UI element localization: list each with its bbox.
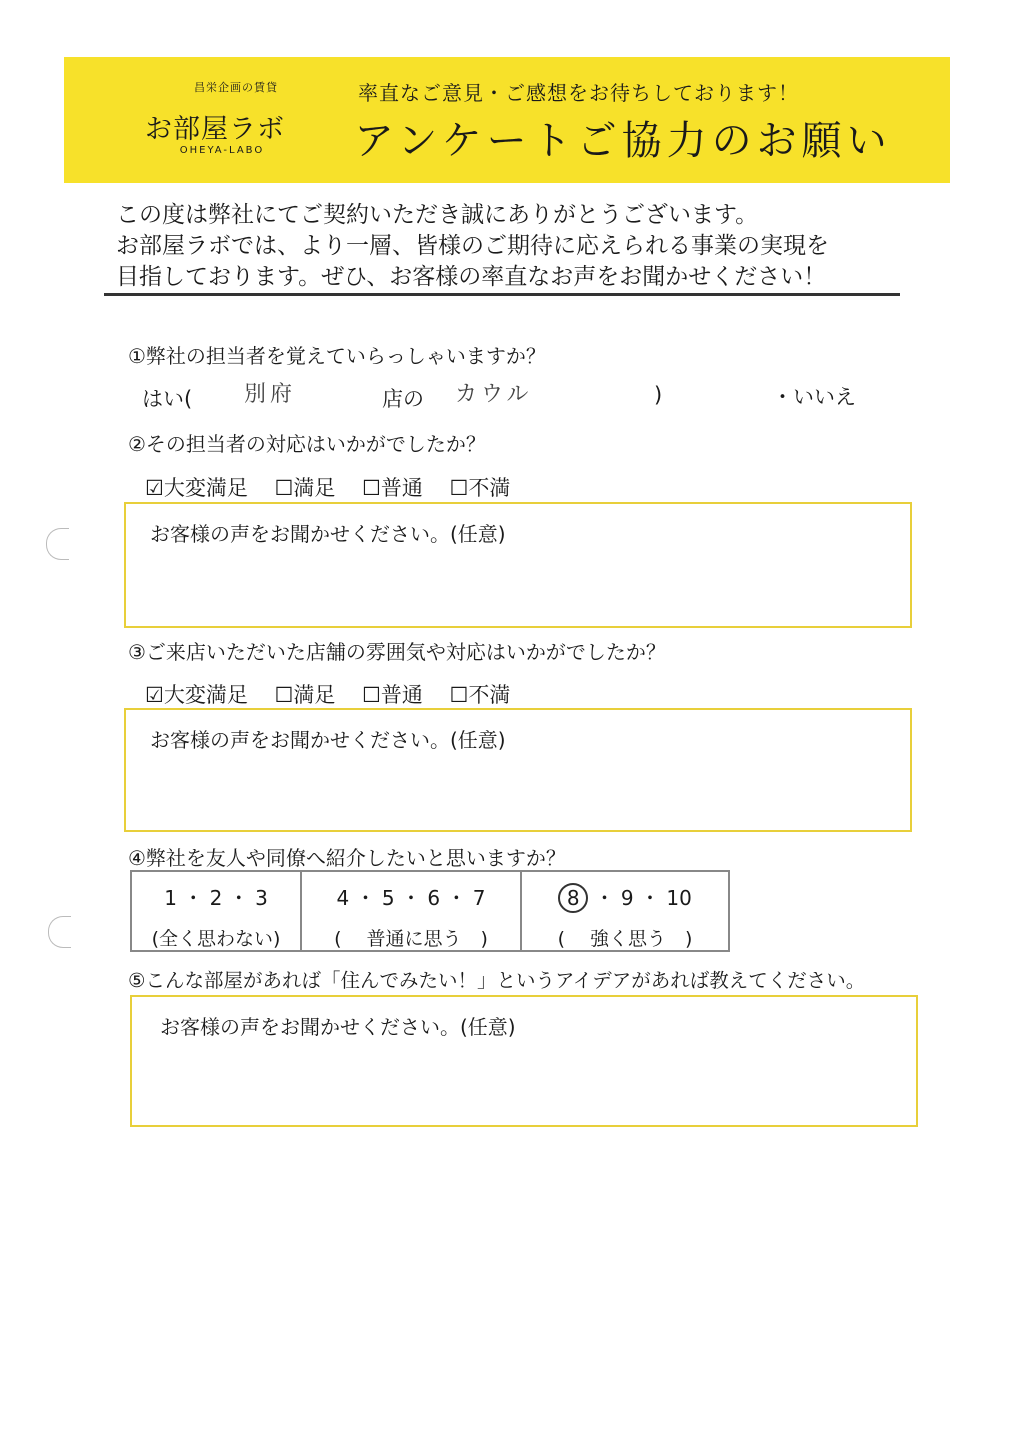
q1-no-option[interactable]: ・いいえ [772,385,856,409]
q4-mid-numbers: 4 ・ 5 ・ 6 ・ 7 [336,886,486,910]
q3-choice-normal[interactable]: ☐普通 [362,683,423,707]
checkbox-checked-icon[interactable]: ☑ [145,683,164,707]
checkbox-icon[interactable]: ☐ [449,476,469,500]
q3-choice-satisfied[interactable]: ☐満足 [274,683,336,707]
q4-high-label: ( 強く思う ) [557,928,693,950]
logo-name: お部屋ラボ [145,114,285,145]
q2-choice-satisfied[interactable]: ☐満足 [274,476,336,500]
intro-line-2: お部屋ラボでは、より一層、皆様のご期待に応えられる事業の実現を [116,233,829,259]
header-subtitle: 率直なご意見・ご感想をお待ちしております！ [358,81,799,105]
q4-scale-low[interactable] [132,872,302,950]
header-title: アンケートご協力のお願い [354,118,892,164]
q3-choice-dissatisfied[interactable]: ☐不満 [449,683,511,707]
checkbox-icon[interactable]: ☐ [449,683,469,707]
q5-comment-label: お客様の声をお聞かせください。(任意) [160,1015,516,1039]
punch-hole [48,916,71,948]
q2-choice-very-satisfied[interactable]: ☑大変満足 [145,476,248,500]
q2-choices [145,472,530,502]
q3-choices [145,679,530,709]
checkbox-icon[interactable]: ☐ [362,476,381,500]
intro-line-1: この度は弊社にてご契約いただき誠にありがとうございます。 [116,202,759,228]
q4-low-label: (全く思わない) [151,928,281,950]
q3-choice-very-satisfied[interactable]: ☑大変満足 [145,683,248,707]
q4-scale [130,870,730,952]
q1-name-handwritten[interactable]: カウル [455,382,533,407]
q4-high-numbers: 8 ・ 9 ・ 10 [522,882,728,913]
logo-romaji: OHEYA-LABO [179,145,265,156]
checkbox-checked-icon[interactable]: ☑ [145,476,164,500]
logo-tagline: 昌栄企画の賃貸 [194,81,278,94]
q3-question: ③ご来店いただいた店舗の雰囲気や対応はいかがでしたか？ [128,640,666,664]
survey-header [64,57,950,183]
q2-question: ②その担当者の対応はいかがでしたか？ [128,432,486,456]
q4-mid-label: ( 普通に思う ) [334,928,488,950]
q2-choice-dissatisfied[interactable]: ☐不満 [449,476,511,500]
q3-comment-box[interactable] [124,708,912,832]
q2-choice-normal[interactable]: ☐普通 [362,476,423,500]
q4-scale-mid[interactable] [302,872,522,950]
q4-scale-high[interactable] [522,872,728,950]
q1-question: ①弊社の担当者を覚えていらっしゃいますか？ [128,344,546,368]
intro-divider [104,293,900,296]
checkbox-icon[interactable]: ☐ [274,683,294,707]
q4-low-numbers: 1 ・ 2 ・ 3 [164,886,268,910]
q1-close-paren: ) [654,383,663,407]
q5-question: ⑤こんな部屋があれば「住んでみたい！」というアイデアがあれば教えてください。 [128,969,866,992]
q1-yes-label: はい( [142,387,193,411]
q1-store-handwritten[interactable]: 別府 [244,382,297,407]
q1-store-suffix: 店の [382,387,424,411]
q5-comment-box[interactable] [130,995,918,1127]
checkbox-icon[interactable]: ☐ [362,683,381,707]
punch-hole [46,528,69,560]
q2-comment-label: お客様の声をお聞かせください。(任意) [150,522,506,546]
q4-question: ④弊社を友人や同僚へ紹介したいと思いますか？ [128,846,566,870]
q2-comment-box[interactable] [124,502,912,628]
intro-line-3: 目指しております。ぜひ、お客様の率直なお声をお聞かせください！ [116,264,827,290]
q4-selected-score[interactable]: 8 [558,883,588,913]
q3-comment-label: お客様の声をお聞かせください。(任意) [150,728,506,752]
checkbox-icon[interactable]: ☐ [274,476,294,500]
